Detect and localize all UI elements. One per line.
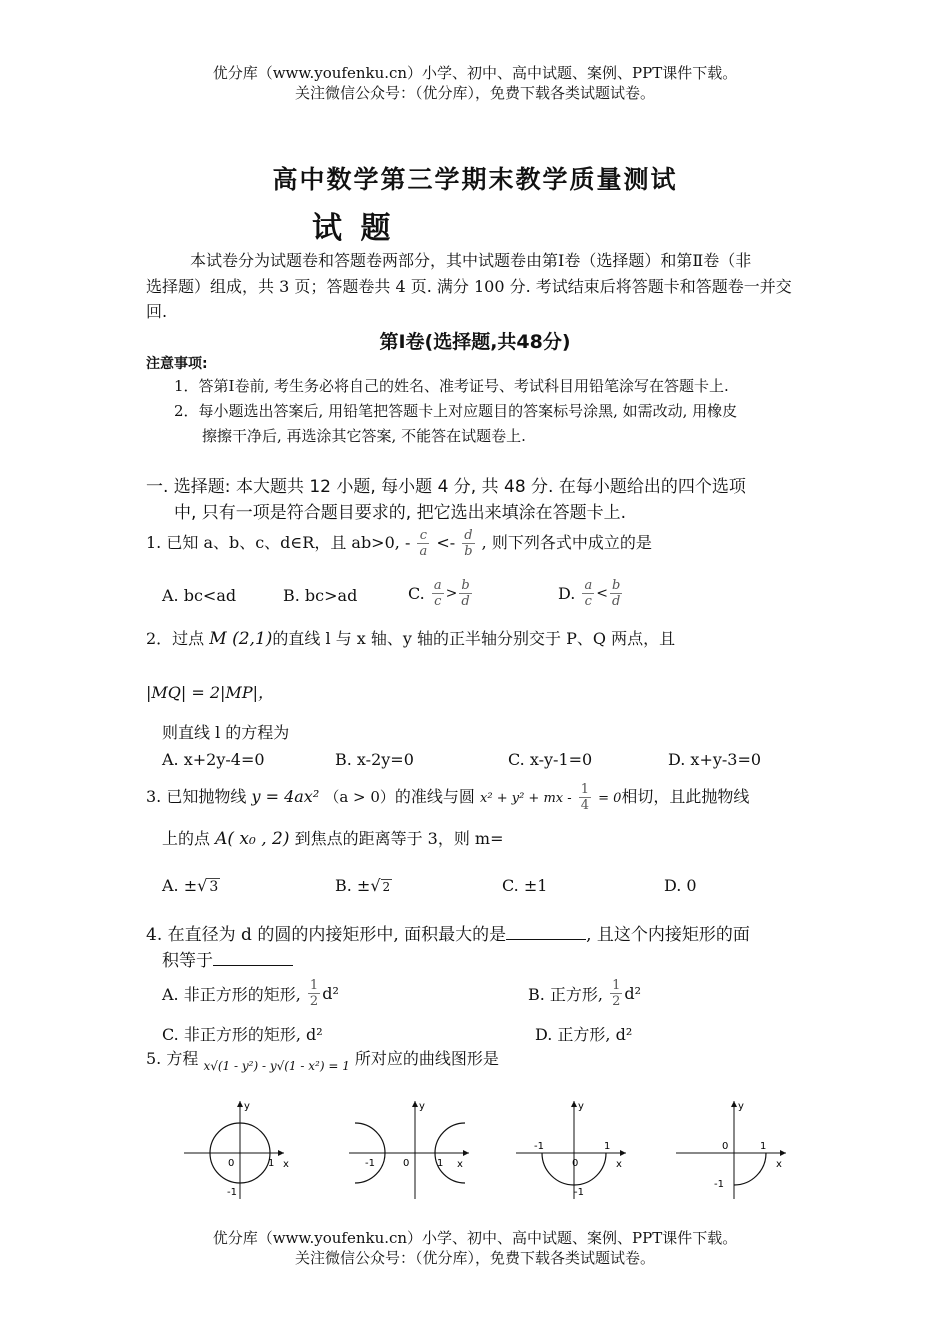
svg-text:-1: -1 — [574, 1187, 584, 1198]
question-5-stem: 5. 方程 $_{x√(1 - y^2) - y√(1 - x^2) = 1}$ 所对应的曲线图形是 — [146, 1049, 499, 1073]
q4-option-d: D. 正方形, d² — [535, 1025, 633, 1044]
q1-stem-c: , 则下列各式中成立的是 — [481, 533, 652, 552]
q2-option-a: A. x+2y-4=0 — [162, 750, 265, 769]
svg-text:x: x — [776, 1159, 782, 1170]
footer-line-2: 关注微信公众号：（优分库），免费下载各类试题试卷。 — [294, 1249, 655, 1267]
graph-option-a — [180, 1095, 290, 1205]
q3-option-a: A. ±√ 3 — [162, 876, 219, 895]
page-title: 高中数学第三学期末教学质量测试 — [272, 165, 678, 194]
question-2-stem: 2．过点 M (2,1)的直线 l 与 x 轴、y 轴的正半轴分别交于 P、Q 两点，且 — [146, 629, 676, 649]
question-4-stem: 4. 在直径为 d 的圆的内接矩形中, 面积最大的是 , 且这个内接矩形的面 — [146, 925, 750, 945]
intro-line-2: 选择题）组成，共 3 页；答题卷共 4 页. 满分 100 分. 考试结束后将答题卡和答题卷一并交 — [146, 277, 792, 296]
q3-option-d: D. 0 — [664, 876, 697, 895]
question-3-stem: 3. 已知抛物线 y = 4ax² （a > 0）的准线与圆 x² + y² + mx - $\frac{1}{4}$ = 0相切，且此抛物线 — [146, 782, 750, 813]
q4-option-a: A. 非正方形的矩形, $\frac{1}{2}$ d² — [162, 978, 339, 1009]
svg-text:y: y — [419, 1101, 425, 1112]
q2-condition: |MQ| = 2|MP|， — [146, 683, 274, 702]
svg-text:-1: -1 — [534, 1141, 544, 1152]
question-4-stem-2: 积等于 — [162, 948, 293, 974]
page-subtitle: 试 题 — [312, 211, 395, 246]
intro-line-3: 回. — [146, 302, 168, 321]
q3-option-b: B. ±√ 2 — [335, 876, 391, 895]
svg-text:1: 1 — [268, 1158, 275, 1169]
svg-text:-1: -1 — [714, 1179, 724, 1190]
svg-text:-1: -1 — [227, 1187, 237, 1198]
q4-blank-2 — [213, 951, 293, 966]
q2-option-b: B. x-2y=0 — [335, 750, 414, 769]
header-line-2: 关注微信公众号：（优分库），免费下载各类试题试卷。 — [294, 84, 655, 102]
question-1-stem — [146, 528, 652, 559]
part1-instructions-1: 一. 选择题: 本大题共 12 小题, 每小题 4 分, 共 48 分. 在每小题给出的四个选项 — [146, 477, 746, 497]
svg-text:x: x — [616, 1159, 622, 1170]
graph-option-b — [345, 1095, 475, 1205]
notice-label: 注意事项: — [146, 356, 208, 372]
q1-option-c: C. $\frac{a}{c}$ > $\frac{b}{d}$ — [408, 578, 470, 609]
svg-text:y: y — [244, 1101, 250, 1112]
svg-text:0: 0 — [403, 1158, 410, 1169]
svg-text:x: x — [457, 1159, 463, 1170]
graph-option-c — [512, 1095, 632, 1205]
q4-option-c: C. 非正方形的矩形, d² — [162, 1025, 323, 1044]
graph-option-d — [672, 1095, 792, 1205]
intro-line-1: 本试卷分为试题卷和答题卷两部分，其中试题卷由第Ⅰ卷（选择题）和第Ⅱ卷（非 — [190, 251, 752, 270]
q1-option-b: B. bc>ad — [283, 586, 358, 605]
q4-blank-1 — [506, 925, 586, 940]
q3-option-c: C. ±1 — [502, 876, 548, 895]
svg-text:y: y — [578, 1101, 584, 1112]
notice-item-1: 1．答第Ⅰ卷前, 考生务必将自己的姓名、准考证号、考试科目用铅笔涂写在答题卡上. — [174, 377, 729, 395]
svg-text:1: 1 — [760, 1141, 767, 1152]
svg-text:y: y — [738, 1101, 744, 1112]
q2-stem-c: 则直线 l 的方程为 — [162, 723, 290, 742]
question-3-stem-2: 上的点 A( x₀ , 2) 到焦点的距离等于 3，则 m= — [162, 829, 504, 849]
svg-text:x: x — [283, 1159, 289, 1170]
part1-instructions-2: 中, 只有一项是符合题目要求的, 把它选出来填涂在答题卡上. — [174, 503, 627, 523]
q1-option-d: D. $\frac{a}{c}$ < $\frac{b}{d}$ — [558, 578, 621, 609]
svg-text:0: 0 — [572, 1158, 579, 1169]
q1-fraction-d-b: $\frac{d}{b}$ — [464, 528, 473, 559]
svg-text:1: 1 — [604, 1141, 611, 1152]
svg-text:0: 0 — [722, 1141, 729, 1152]
section-heading: 第Ⅰ卷(选择题,共48分) — [379, 331, 571, 353]
svg-text:0: 0 — [228, 1158, 235, 1169]
svg-text:1: 1 — [437, 1158, 444, 1169]
q2-option-c: C. x-y-1=0 — [508, 750, 593, 769]
q2-option-d: D. x+y-3=0 — [668, 750, 762, 769]
svg-text:-1: -1 — [365, 1158, 375, 1169]
q1-stem-b: <- — [436, 533, 456, 552]
header-line-1: 优分库（www.youfenku.cn）小学、初中、高中试题、案例、PPT课件下载。 — [212, 64, 738, 82]
footer-line-1: 优分库（www.youfenku.cn）小学、初中、高中试题、案例、PPT课件下载。 — [212, 1229, 738, 1247]
notice-item-2: 2．每小题选出答案后, 用铅笔把答题卡上对应题目的答案标号涂黑, 如需改动, 用橡皮 — [174, 402, 738, 420]
q1-stem-a: 1. 已知 a、b、c、d∈R，且 ab>0, - — [146, 533, 411, 552]
notice-item-2-cont: 擦擦干净后, 再选涂其它答案, 不能答在试题卷上. — [202, 427, 526, 445]
q4-option-b: B. 正方形, $\frac{1}{2}$ d² — [528, 978, 642, 1009]
q1-option-a: A. bc<ad — [162, 586, 237, 605]
q1-fraction-c-a: $\frac{c}{a}$ — [419, 528, 428, 559]
